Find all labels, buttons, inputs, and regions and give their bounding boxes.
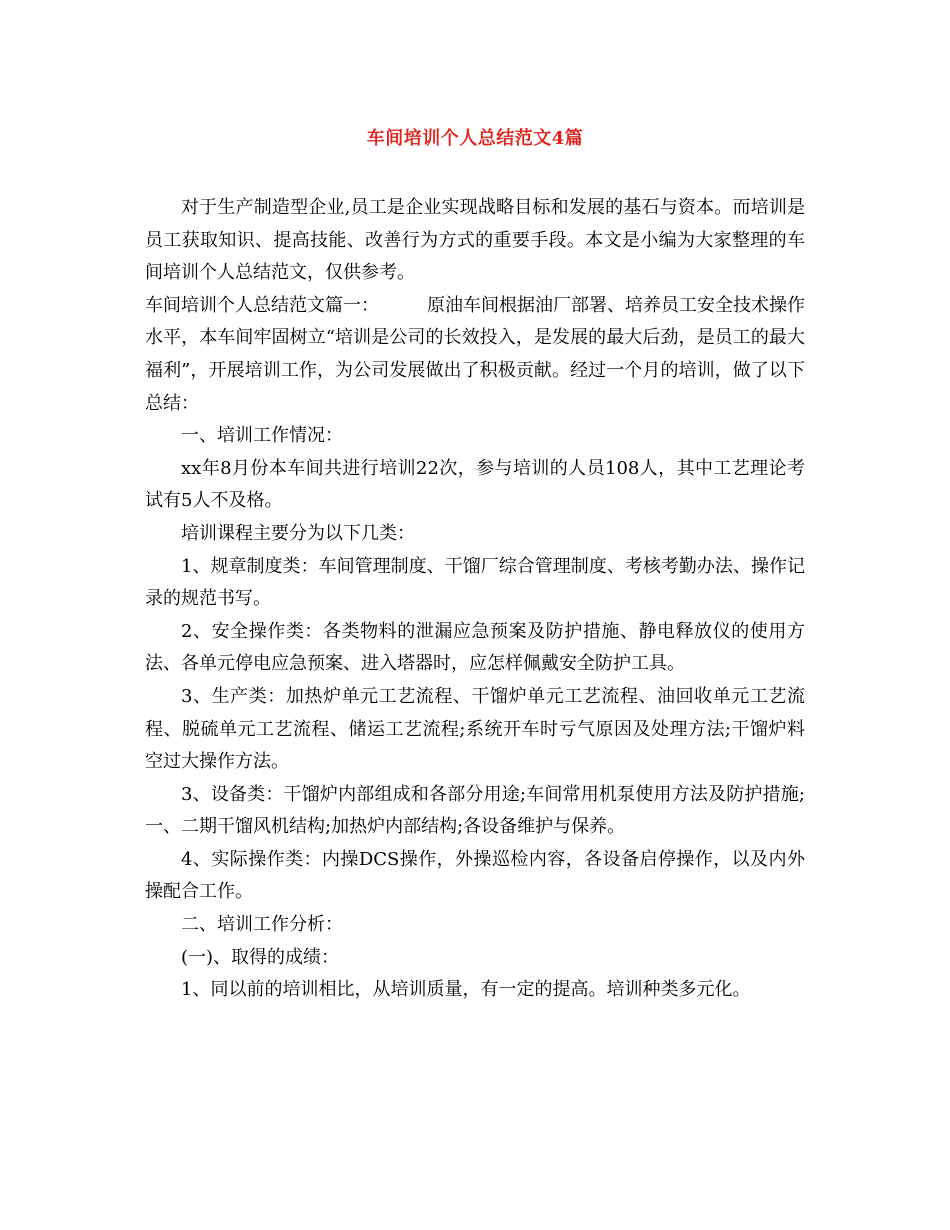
paragraph-heading-achievements: (一)、取得的成绩： bbox=[181, 946, 340, 968]
document-body bbox=[145, 192, 805, 1007]
paragraph-production-category: 3、生产类：加热炉单元工艺流程、干馏炉单元工艺流程、油回收单元工艺流程、脱硫单元工艺流程、储运工艺流程;系统开车时亏气原因及处理方法;干馏炉料空过大操作方法。 bbox=[145, 685, 805, 773]
paragraph-section-one bbox=[145, 290, 805, 420]
document-title: 车间培训个人总结范文4篇 bbox=[366, 128, 584, 149]
section-heading: 车间培训个人总结范文篇一： bbox=[145, 294, 379, 316]
paragraph-achievement-one: 1、同以前的培训相比，从培训质量，有一定的提高。培训种类多元化。 bbox=[181, 979, 751, 1001]
paragraph-equipment-category: 3、设备类：干馏炉内部组成和各部分用途;车间常用机泵使用方法及防护措施;一、二期干馏风机结构;加热炉内部结构;各设备维护与保养。 bbox=[145, 783, 805, 838]
paragraph-rules-category: 1、规章制度类：车间管理制度、干馏厂综合管理制度、考核考勤办法、操作记录的规范书写。 bbox=[145, 555, 805, 610]
section-text: 原油车间根据油厂部署、培养员工安全技术操作水平，本车间牢固树立“培训是公司的长效投入，是发展的最大后劲，是员工的最大福利”，开展培训工作，为公司发展做出了积极贡献。经过一个月的培训，做了以下总结： bbox=[145, 294, 805, 414]
paragraph-safety-category: 2、安全操作类：各类物料的泄漏应急预案及防护措施、静电释放仪的使用方法、各单元停电应急预案、进入塔器时，应怎样佩戴安全防护工具。 bbox=[145, 620, 805, 675]
paragraph-practical-category: 4、实际操作类：内操DCS操作，外操巡检内容，各设备启停操作，以及内外操配合工作。 bbox=[145, 848, 805, 903]
paragraph-heading-analysis: 二、培训工作分析： bbox=[181, 914, 343, 936]
paragraph-heading-training-status: 一、培训工作情况： bbox=[181, 425, 343, 447]
paragraph-course-categories: 培训课程主要分为以下几类： bbox=[181, 522, 415, 544]
paragraph-intro: 对于生产制造型企业,员工是企业实现战略目标和发展的基石与资本。而培训是员工获取知识、提高技能、改善行为方式的重要手段。本文是小编为大家整理的车间培训个人总结范文，仅供参考。 bbox=[145, 197, 805, 284]
paragraph-training-stats: xx年8月份本车间共进行培训22次，参与培训的人员108人，其中工艺理论考试有5人不及格。 bbox=[145, 457, 805, 512]
